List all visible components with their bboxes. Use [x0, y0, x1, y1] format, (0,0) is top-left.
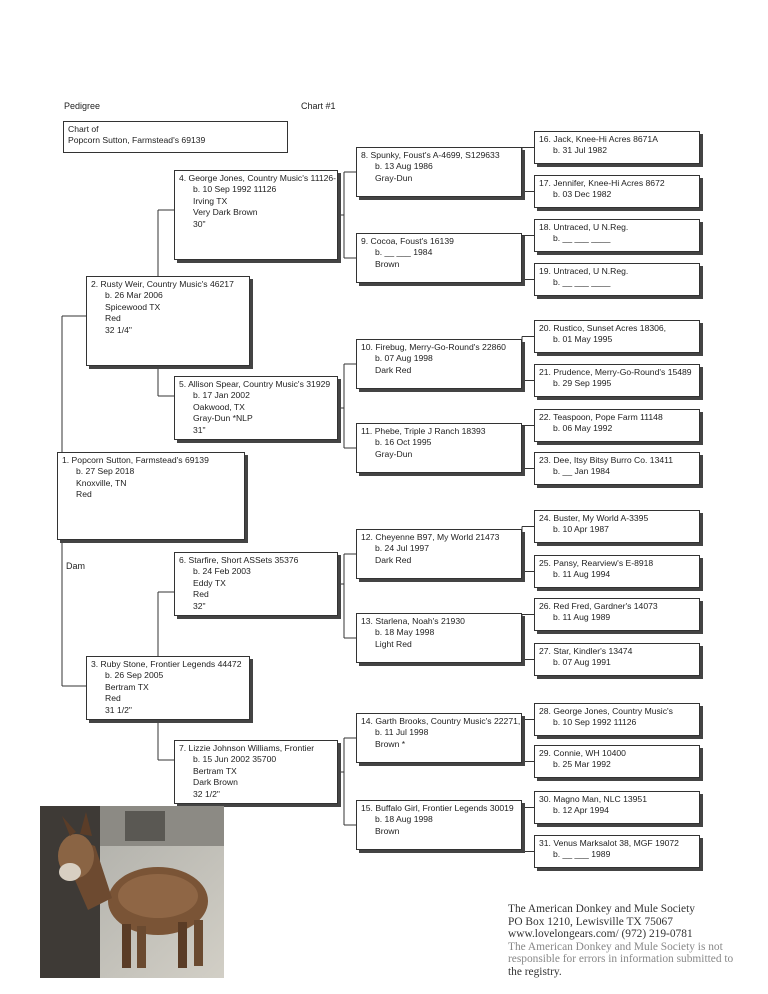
animal-detail: Dark Red — [375, 364, 412, 375]
animal-detail: b. 24 Jul 1997 — [375, 543, 429, 554]
animal-name: 13. Starlena, Noah's 21930 — [361, 616, 465, 626]
footer-line: The American Donkey and Mule Society — [508, 903, 695, 915]
animal-name: 14. Garth Brooks, Country Music's 22271, — [361, 716, 521, 726]
animal-box-26 — [534, 598, 700, 631]
animal-box-7 — [174, 740, 338, 804]
animal-detail: b. 25 Mar 1992 — [553, 759, 611, 770]
animal-box-3 — [86, 656, 250, 720]
animal-box-18 — [534, 219, 700, 252]
animal-box-16 — [534, 131, 700, 164]
animal-box-31 — [534, 835, 700, 868]
animal-detail: Dark Brown — [193, 777, 238, 788]
animal-box-4 — [174, 170, 338, 260]
animal-detail: b. __ ___ 1989 — [553, 849, 611, 860]
footer-line: responsible for errors in information submitted to — [508, 953, 734, 966]
animal-box-8 — [356, 147, 522, 197]
animal-name: 22. Teaspoon, Pope Farm 11148 — [539, 412, 663, 422]
animal-detail: Light Red — [375, 638, 412, 649]
animal-detail: Brown * — [375, 738, 406, 749]
animal-detail: Bertram TX — [193, 765, 237, 776]
animal-name: 5. Allison Spear, Country Music's 31929 — [179, 379, 331, 389]
animal-name: 3. Ruby Stone, Frontier Legends 44472 — [91, 659, 242, 669]
animal-detail: Eddy TX — [193, 577, 226, 588]
animal-detail: Irving TX — [193, 195, 228, 206]
animal-detail: b. 10 Apr 1987 — [553, 524, 609, 535]
animal-name: 25. Pansy, Rearview's E-8918 — [539, 558, 654, 568]
animal-box-13 — [356, 613, 522, 663]
animal-name: 18. Untraced, U N.Reg. — [539, 222, 629, 232]
animal-box-19 — [534, 263, 700, 296]
animal-detail: b. 07 Aug 1991 — [553, 657, 611, 668]
animal-detail: b. 10 Sep 1992 11126 — [193, 184, 277, 195]
animal-box-5 — [174, 376, 338, 440]
animal-box-11 — [356, 423, 522, 473]
animal-name: 10. Firebug, Merry-Go-Round's 22860 — [361, 342, 506, 352]
animal-box-15 — [356, 800, 522, 850]
animal-name: 7. Lizzie Johnson Williams, Frontier — [179, 743, 315, 753]
animal-detail: b. __ ___ 1984 — [375, 247, 433, 258]
animal-name: 28. George Jones, Country Music's — [539, 706, 673, 716]
animal-detail: 31 1/2" — [105, 704, 132, 715]
animal-detail: b. 06 May 1992 — [553, 423, 613, 434]
animal-detail: 31" — [193, 424, 206, 435]
animal-name: 8. Spunky, Foust's A-4699, S129633 — [361, 150, 500, 160]
animal-name: 30. Magno Man, NLC 13951 — [539, 794, 647, 804]
animal-detail: 32 1/4" — [105, 324, 132, 335]
animal-detail: b. 07 Aug 1998 — [375, 353, 433, 364]
animal-detail: b. 13 Aug 1986 — [375, 161, 433, 172]
animal-detail: Brown — [375, 258, 400, 269]
animal-detail: b. 03 Dec 1982 — [553, 189, 612, 200]
animal-box-6 — [174, 552, 338, 616]
animal-box-1 — [57, 452, 245, 540]
animal-detail: b. 01 May 1995 — [553, 334, 613, 345]
animal-detail: b. 10 Sep 1992 11126 — [553, 717, 637, 728]
animal-name: 11. Phebe, Triple J Ranch 18393 — [361, 426, 486, 436]
animal-name: 12. Cheyenne B97, My World 21473 — [361, 532, 500, 542]
animal-box-28 — [534, 703, 700, 736]
animal-box-10 — [356, 339, 522, 389]
animal-name: 15. Buffalo Girl, Frontier Legends 30019 — [361, 803, 514, 813]
animal-box-12 — [356, 529, 522, 579]
animal-detail: b. 24 Feb 2003 — [193, 566, 251, 577]
animal-box-22 — [534, 409, 700, 442]
animal-box-14 — [356, 713, 522, 763]
animal-detail: b. 27 Sep 2018 — [76, 466, 135, 477]
animal-detail: Red — [193, 589, 209, 600]
animal-detail: b. 29 Sep 1995 — [553, 378, 612, 389]
donkey-photo — [40, 806, 224, 978]
footer-line: the registry. — [508, 965, 562, 978]
animal-box-9 — [356, 233, 522, 283]
animal-box-20 — [534, 320, 700, 353]
animal-name: 20. Rustico, Sunset Acres 18306, — [539, 323, 667, 333]
chart-of-name: Popcorn Sutton, Farmstead's 69139 — [68, 135, 206, 146]
animal-box-25 — [534, 555, 700, 588]
animal-box-23 — [534, 452, 700, 485]
animal-detail: b. 18 May 1998 — [375, 627, 435, 638]
animal-detail: Brown — [375, 825, 400, 836]
animal-detail: b. 17 Jan 2002 — [193, 390, 250, 401]
animal-detail: b. __ ___ ____ — [553, 233, 611, 244]
animal-name: 9. Cocoa, Foust's 16139 — [361, 236, 454, 246]
animal-detail: Very Dark Brown — [193, 207, 258, 218]
animal-box-30 — [534, 791, 700, 824]
animal-box-24 — [534, 510, 700, 543]
dam-label: Dam — [66, 561, 86, 571]
animal-box-27 — [534, 643, 700, 676]
animal-detail: b. 18 Aug 1998 — [375, 814, 433, 825]
animal-detail: b. 11 Aug 1989 — [553, 612, 611, 623]
footer-line: PO Box 1210, Lewisville TX 75067 — [508, 915, 673, 928]
animal-name: 23. Dee, Itsy Bitsy Burro Co. 13411 — [539, 455, 674, 465]
footer-line: www.lovelongears.com/ (972) 219-0781 — [508, 928, 693, 941]
animal-box-2 — [86, 276, 250, 366]
animal-name: 24. Buster, My World A-3395 — [539, 513, 649, 523]
animal-name: 2. Rusty Weir, Country Music's 46217 — [91, 279, 234, 289]
animal-name: 1. Popcorn Sutton, Farmstead's 69139 — [62, 455, 209, 465]
animal-name: 6. Starfire, Short ASSets 35376 — [179, 555, 299, 565]
animal-detail: b. 12 Apr 1994 — [553, 805, 609, 816]
animal-name: 4. George Jones, Country Music's 11126- — [179, 173, 337, 183]
animal-detail: Gray-Dun — [375, 448, 413, 459]
animal-name: 17. Jennifer, Knee-Hi Acres 8672 — [539, 178, 665, 188]
header-left: Pedigree — [64, 101, 101, 111]
animal-detail: Oakwood, TX — [193, 401, 245, 412]
animal-detail: Red — [105, 693, 121, 704]
animal-detail: b. 11 Jul 1998 — [375, 727, 429, 738]
animal-name: 26. Red Fred, Gardner's 14073 — [539, 601, 658, 611]
animal-name: 19. Untraced, U N.Reg. — [539, 266, 629, 276]
animal-detail: b. 11 Aug 1994 — [553, 569, 611, 580]
header-right: Chart #1 — [301, 101, 336, 111]
animal-detail: 32 1/2" — [193, 788, 220, 799]
animal-detail: b. 15 Jun 2002 35700 — [193, 754, 277, 765]
animal-detail: b. 26 Sep 2005 — [105, 670, 164, 681]
animal-detail: Dark Red — [375, 554, 412, 565]
animal-detail: Knoxville, TN — [76, 477, 127, 488]
animal-box-21 — [534, 364, 700, 397]
animal-detail: b. 31 Jul 1982 — [553, 145, 607, 156]
animal-box-17 — [534, 175, 700, 208]
animal-detail: 32" — [193, 600, 206, 611]
animal-detail: b. __ ___ ____ — [553, 277, 611, 288]
animal-detail: Spicewood TX — [105, 301, 161, 312]
animal-detail: Gray-Dun *NLP — [193, 413, 253, 424]
animal-detail: b. 16 Oct 1995 — [375, 437, 432, 448]
animal-detail: Red — [105, 313, 121, 324]
animal-name: 27. Star, Kindler's 13474 — [539, 646, 633, 656]
footer-line: The American Donkey and Mule Society is not — [508, 940, 723, 953]
animal-detail: b. 26 Mar 2006 — [105, 290, 163, 301]
animal-name: 29. Connie, WH 10400 — [539, 748, 626, 758]
animal-detail: Gray-Dun — [375, 172, 413, 183]
animal-detail: 30" — [193, 218, 206, 229]
animal-box-29 — [534, 745, 700, 778]
animal-detail: b. __ Jan 1984 — [553, 466, 610, 477]
animal-detail: Bertram TX — [105, 681, 149, 692]
animal-name: 31. Venus Marksalot 38, MGF 19072 — [539, 838, 679, 848]
chart-of-label: Chart of — [68, 124, 99, 134]
footer-society-info — [508, 903, 758, 979]
animal-name: 16. Jack, Knee-Hi Acres 8671A — [539, 134, 658, 144]
animal-detail: Red — [76, 489, 92, 500]
animal-name: 21. Prudence, Merry-Go-Round's 15489 — [539, 367, 692, 377]
